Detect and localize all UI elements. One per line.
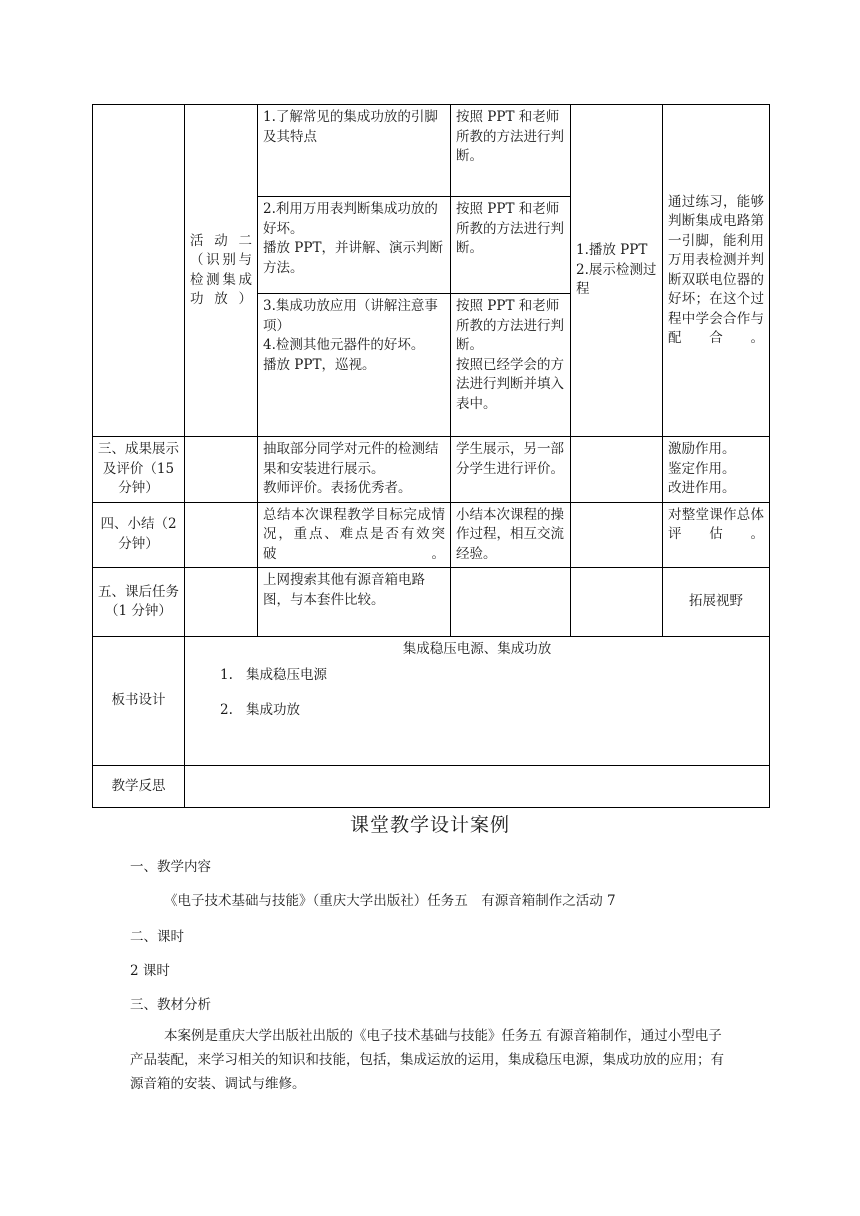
heading-hours: 二、课时	[130, 929, 184, 945]
teacher-line: 播放 PPT，并讲解、演示判断方法。	[263, 240, 443, 276]
student-line: 按照已经学会的方法进行判断并填入表中。	[456, 356, 564, 412]
empty-cell	[185, 437, 258, 503]
empty-cell	[571, 437, 663, 503]
empty-cell	[571, 502, 663, 568]
content-text: 《电子技术基础与技能》（重庆大学出版社）任务五 有源音箱制作之活动 7	[164, 893, 616, 909]
board-item-text: 集成功放	[246, 702, 300, 718]
student-cell-3	[451, 294, 571, 437]
reflection-content	[185, 766, 770, 808]
board-item	[220, 701, 764, 721]
stage-summary	[93, 502, 185, 568]
board-label: 板书设计	[111, 692, 166, 709]
teacher-line: 教师评价。表扬优秀者。	[263, 480, 412, 496]
teacher-line: 上网搜索其他有源音箱电路图，与本套件比较。	[263, 572, 425, 608]
empty-cell	[451, 568, 571, 637]
teacher-line: 2.利用万用表判断集成功放的好坏。	[263, 201, 438, 237]
intent-summary	[663, 502, 770, 568]
media-line: 1.播放 PPT	[576, 242, 648, 259]
teacher-cell-3	[258, 294, 451, 437]
stage-activity2	[185, 105, 258, 437]
board-item-num: 2.	[220, 702, 233, 718]
student-line: 小结本次课程的操作过程，相互交流经验。	[456, 506, 564, 562]
teacher-line: 1.了解常见的集成功放的引脚及其特点	[263, 109, 438, 145]
stage-results	[93, 437, 185, 503]
intent-homework	[663, 568, 770, 637]
board-item	[220, 666, 764, 686]
intent-cell	[663, 105, 770, 437]
intent-line: 鉴定作用。	[668, 460, 736, 477]
board-title: 集成稳压电源、集成功放	[402, 641, 552, 657]
teacher-summary	[258, 502, 451, 568]
teacher-line: 播放 PPT，巡视。	[263, 356, 376, 373]
teacher-cell-2	[258, 197, 451, 294]
empty-cell	[185, 568, 258, 637]
student-results	[451, 437, 571, 503]
stage-results-text: 三、成果展示及评价（15 分钟）	[98, 441, 179, 496]
teacher-line: 3.集成功放应用（讲解注意事项）	[263, 298, 438, 334]
student-line: 按照 PPT 和老师所教的方法进行判断。	[456, 201, 564, 256]
student-summary	[451, 502, 571, 568]
intent-line: 对整堂课作总体评估。	[668, 506, 764, 542]
intent-line: 拓展视野	[689, 593, 743, 610]
teacher-results	[258, 437, 451, 503]
intent-text: 通过练习，能够判断集成电路第一引脚，能利用万用表检测并判断双联电位器的好坏；在这个过程中学会合作与配合。	[668, 193, 764, 346]
section-title: 课堂教学设计案例	[349, 814, 510, 836]
board-label-cell	[93, 637, 185, 766]
teacher-cell-1	[258, 105, 451, 197]
stage-summary-text: 四、小结（2 分钟）	[100, 516, 177, 552]
stage-homework	[93, 568, 185, 637]
student-cell-2	[451, 197, 571, 294]
board-content	[185, 637, 770, 766]
media-line: 2.展示检测过程	[576, 261, 657, 298]
stage-homework-text: 五、课后任务（1 分钟）	[98, 583, 179, 619]
board-item-num: 1.	[220, 666, 233, 683]
hours-text: 2 课时	[130, 963, 170, 979]
board-item-text: 集成稳压电源	[246, 666, 327, 683]
teacher-line: 4.检测其他元器件的好坏。	[263, 337, 425, 353]
teacher-line: 抽取部分同学对元件的检测结果和安装进行展示。	[263, 441, 439, 477]
lesson-plan-table	[92, 104, 770, 808]
heading-content: 一、教学内容	[130, 859, 211, 875]
teacher-line: 总结本次课程教学目标完成情况，重点、难点是否有效突破。	[263, 506, 445, 562]
heading-analysis: 三、教材分析	[130, 997, 211, 1013]
intent-line: 激励作用。	[668, 441, 736, 457]
student-line: 按照 PPT 和老师所教的方法进行判断。	[456, 109, 564, 164]
reflection-label-cell	[93, 766, 185, 808]
empty-cell	[571, 568, 663, 637]
intent-line: 改进作用。	[668, 480, 736, 496]
analysis-text: 本案例是重庆大学出版社出版的《电子技术基础与技能》任务五 有源音箱制作，通过小型电子产品装配，来学习相关的知识和技能，包括，集成运放的运用，集成稳压电源，集成功放的应用；有源音箱的安装、调试与维修。	[130, 1028, 724, 1092]
media-cell	[571, 105, 663, 437]
stage-cell-empty	[93, 105, 185, 437]
reflection-label: 教学反思	[111, 777, 166, 794]
intent-results	[663, 437, 770, 503]
teacher-homework	[258, 568, 451, 637]
student-line: 学生展示，另一部分学生进行评价。	[456, 441, 564, 477]
student-line: 按照 PPT 和老师所教的方法进行判断。	[456, 298, 564, 353]
stage-activity2-text: 活动二（识别与检测集成功放）	[190, 232, 252, 307]
student-cell-1	[451, 105, 571, 197]
empty-cell	[185, 502, 258, 568]
